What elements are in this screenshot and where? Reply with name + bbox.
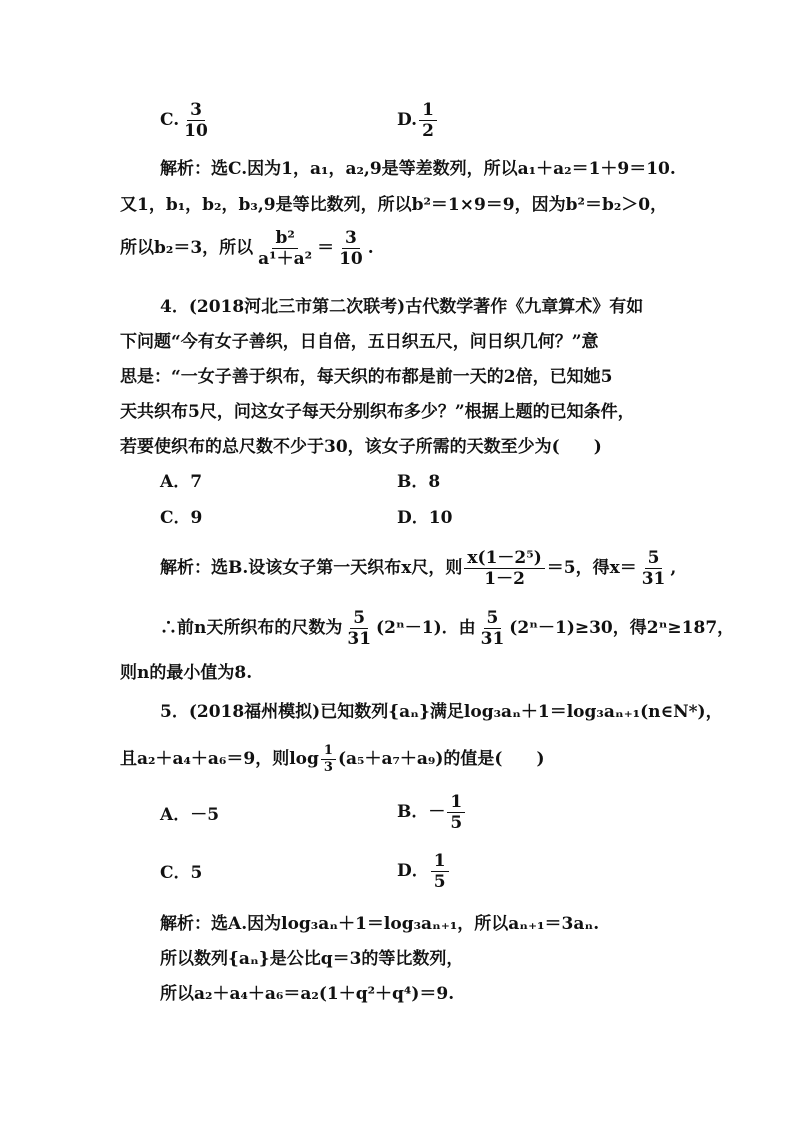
fraction xyxy=(255,228,315,269)
fraction-denominator: a¹＋a² xyxy=(258,249,313,269)
fraction-numerator: 1 xyxy=(431,851,449,872)
fraction-numerator: 1 xyxy=(447,792,465,813)
q4-line-5: 若要使织布的总尺数不少于30，该女子所需的天数至少为( ) xyxy=(120,437,602,457)
q5-option-b xyxy=(397,792,467,833)
q5-line-2 xyxy=(120,743,545,776)
fraction-denominator: 2 xyxy=(422,121,434,141)
q4-line-2: 下问题“今有女子善织，日自倍，五日织五尺，问日织几何？”意 xyxy=(120,332,599,352)
text: ＝5，得x＝ xyxy=(546,558,637,578)
text: 所以b₂＝3，所以 xyxy=(120,238,254,258)
q4-line-1: 4．(2018河北三市第二次联考)古代数学著作《九章算术》有如 xyxy=(160,297,644,317)
option-label: D． xyxy=(397,861,429,881)
fraction-numerator: 5 xyxy=(350,608,368,629)
fraction-denominator: 31 xyxy=(480,629,505,649)
fraction-numerator: 3 xyxy=(342,228,360,249)
fraction xyxy=(464,548,544,589)
text: (2ⁿ－1)≥30，得2ⁿ≥187， xyxy=(509,618,735,638)
text: ∴前n天所织布的尺数为 xyxy=(160,618,343,638)
option-label: D. xyxy=(397,110,418,130)
fraction-denominator: 5 xyxy=(433,872,446,892)
fraction xyxy=(478,608,508,649)
text: , xyxy=(670,558,677,578)
option-label: B．－ xyxy=(397,802,446,822)
fraction-numerator: 3 xyxy=(187,100,205,121)
fraction-numerator: x(1－2⁵) xyxy=(464,548,544,569)
option-label: C. xyxy=(160,110,180,130)
q4-line-4: 天共织布5尺，问这女子每天分别织布多少？”根据上题的已知条件， xyxy=(120,402,635,422)
q3-option-d xyxy=(397,100,439,141)
fraction-denominator: 31 xyxy=(347,629,372,649)
fraction-numerator: 5 xyxy=(645,548,663,569)
fraction xyxy=(419,100,437,141)
fraction-denominator: 10 xyxy=(184,121,208,141)
q4-option-c: C．9 xyxy=(160,508,203,528)
q4-option-d: D．10 xyxy=(397,508,453,528)
fraction-denominator: 5 xyxy=(450,813,463,833)
q5-option-c: C．5 xyxy=(160,863,203,883)
text: (2ⁿ－1)．由 xyxy=(376,618,476,638)
fraction xyxy=(336,228,366,269)
fraction-denominator: 31 xyxy=(641,569,666,589)
fraction xyxy=(321,743,336,776)
q3-option-c xyxy=(160,100,213,141)
fraction-denominator: 1－2 xyxy=(484,569,525,589)
q4-option-b: B．8 xyxy=(397,472,441,492)
fraction xyxy=(344,608,374,649)
q5-line-1: 5．(2018福州模拟)已知数列{aₙ}满足log₃aₙ＋1＝log₃aₙ₊₁(n∈N*)， xyxy=(160,702,723,722)
q3-solution-line-1: 解析：选C.因为1，a₁，a₂,9是等差数列，所以a₁＋a₂＝1＋9＝10. xyxy=(160,159,676,179)
text: (a₅＋a₇＋a₉)的值是( ) xyxy=(337,749,545,769)
fraction-numerator: 5 xyxy=(484,608,502,629)
q4-option-a: A．7 xyxy=(160,472,203,492)
q4-solution-line-1 xyxy=(160,548,676,589)
q3-solution-line-3 xyxy=(120,228,374,269)
q3-solution-line-2: 又1，b₁，b₂，b₃,9是等比数列，所以b²＝1×9＝9，因为b²＝b₂＞0， xyxy=(120,195,668,215)
q5-option-a: A．－5 xyxy=(160,805,220,825)
fraction xyxy=(431,851,449,892)
fraction-numerator: b² xyxy=(272,228,297,249)
q4-line-3: 思是：“一女子善于织布，每天织的布都是前一天的2倍，已知她5 xyxy=(120,367,613,387)
fraction xyxy=(639,548,669,589)
fraction-numerator: 1 xyxy=(321,743,336,760)
q5-option-d xyxy=(397,851,451,892)
q4-solution-line-3: 则n的最小值为8. xyxy=(120,663,253,683)
fraction xyxy=(447,792,465,833)
fraction-numerator: 1 xyxy=(419,100,437,121)
q4-solution-line-2 xyxy=(160,608,734,649)
text: 且a₂＋a₄＋a₆＝9，则log xyxy=(120,749,319,769)
q5-solution-line-1: 解析：选A.因为log₃aₙ＋1＝log₃aₙ₊₁，所以aₙ₊₁＝3aₙ. xyxy=(160,914,600,934)
text: ＝ xyxy=(317,238,335,258)
text: 解析：选B.设该女子第一天织布x尺，则 xyxy=(160,558,463,578)
fraction xyxy=(181,100,211,141)
q5-solution-line-2: 所以数列{aₙ}是公比q＝3的等比数列， xyxy=(160,949,464,969)
text: . xyxy=(367,238,374,258)
q5-solution-line-3: 所以a₂＋a₄＋a₆＝a₂(1＋q²＋q⁴)＝9. xyxy=(160,984,455,1004)
fraction-denominator: 3 xyxy=(323,760,333,775)
fraction-denominator: 10 xyxy=(339,249,363,269)
